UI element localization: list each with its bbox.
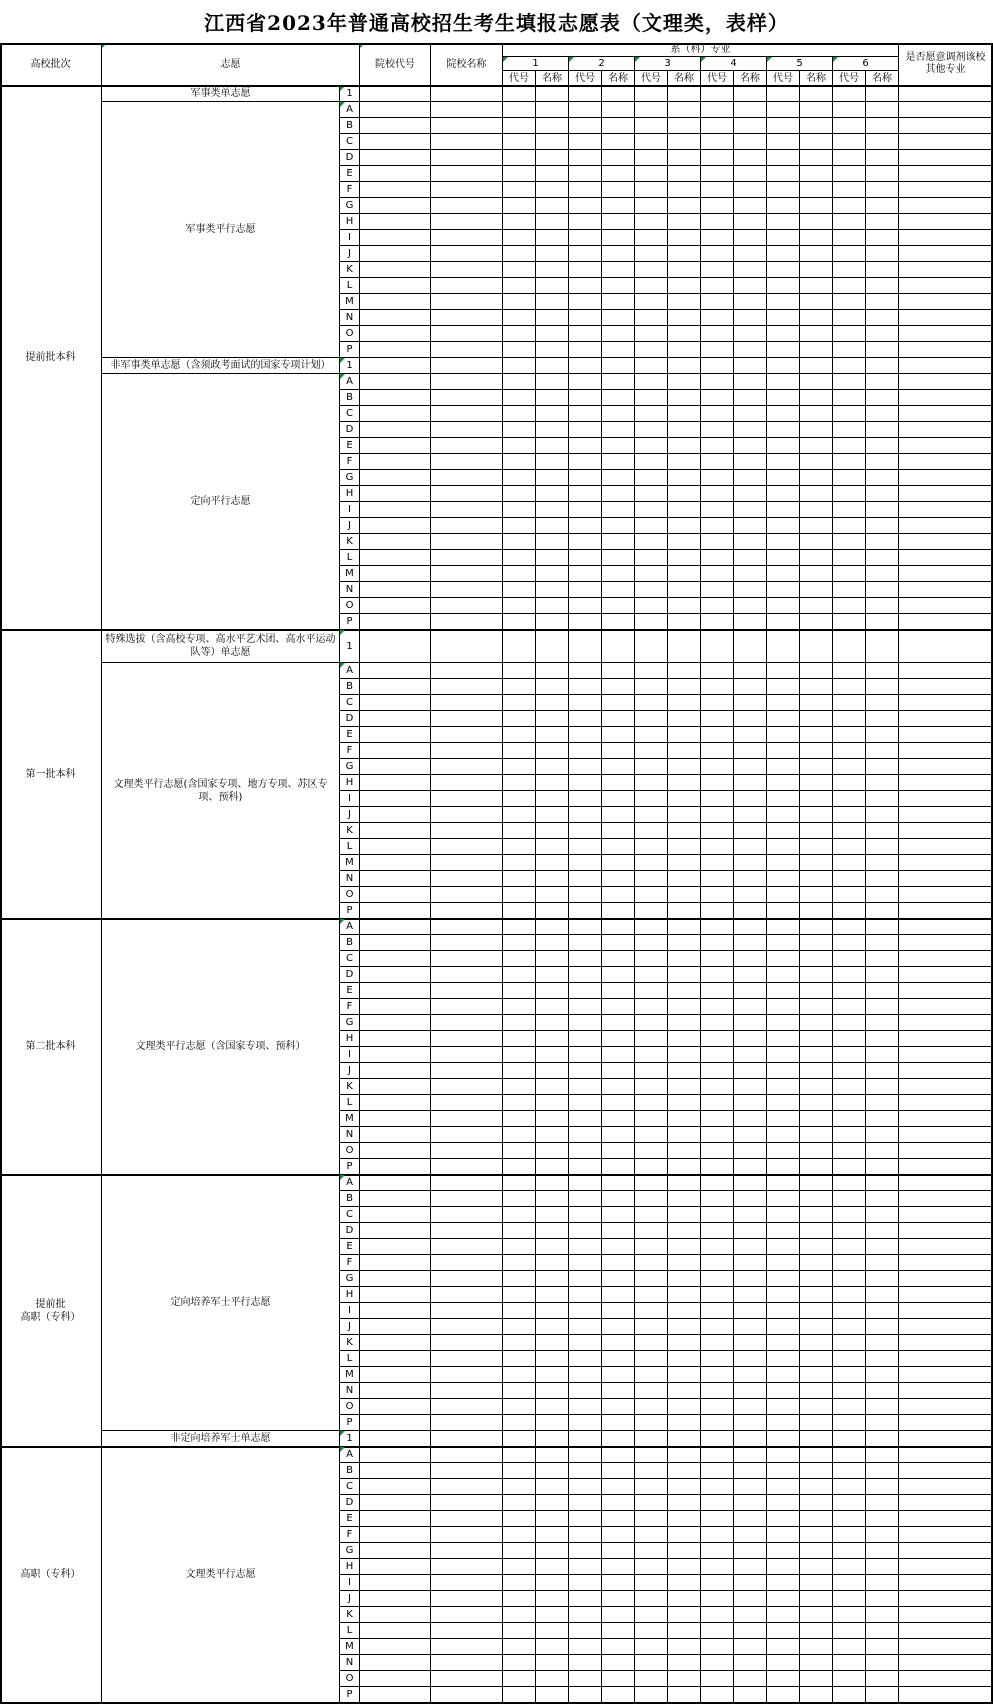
- row-label: A: [340, 663, 360, 679]
- row-label: E: [340, 1511, 360, 1527]
- row-label: A: [340, 1447, 360, 1463]
- row-label: P: [340, 614, 360, 630]
- wish-group-label: 非定向培养军士单志愿: [102, 1431, 340, 1447]
- wish-group-label: 文理类平行志愿: [102, 1447, 340, 1703]
- row-label: N: [340, 582, 360, 598]
- row-label: A: [340, 102, 360, 118]
- row-label: P: [340, 1415, 360, 1431]
- row-label: K: [340, 534, 360, 550]
- row-label: I: [340, 502, 360, 518]
- wish-group-label: 非军事类单志愿（含须政考面试的国家专项计划）: [102, 358, 340, 374]
- row-label: I: [340, 1303, 360, 1319]
- row-label: H: [340, 1031, 360, 1047]
- header-major-code: 代号: [767, 71, 800, 86]
- row-label: P: [340, 1687, 360, 1703]
- wish-group-label: 军事类平行志愿: [102, 102, 340, 358]
- row-label: D: [340, 422, 360, 438]
- batch-label: 高职（专科）: [0, 1447, 102, 1703]
- row-label: B: [340, 679, 360, 695]
- row-label: H: [340, 1559, 360, 1575]
- row-label: J: [340, 1063, 360, 1079]
- row-label: G: [340, 1015, 360, 1031]
- row-label: O: [340, 598, 360, 614]
- row-label: K: [340, 1607, 360, 1623]
- row-label: J: [340, 518, 360, 534]
- header-major-name: 名称: [734, 71, 767, 86]
- header-adjust: 是否愿意调剂该校其他专业: [899, 43, 993, 86]
- row-label: M: [340, 566, 360, 582]
- row-label: L: [340, 1095, 360, 1111]
- header-major-code: 代号: [701, 71, 734, 86]
- batch-label: 第二批本科: [0, 919, 102, 1175]
- row-label: P: [340, 1159, 360, 1175]
- row-label: I: [340, 1575, 360, 1591]
- row-label: H: [340, 486, 360, 502]
- wish-group-label: 定向培养军士平行志愿: [102, 1175, 340, 1431]
- batch-label: 提前批本科: [0, 86, 102, 630]
- header-major-5: 5: [767, 57, 833, 71]
- row-label: C: [340, 406, 360, 422]
- row-label: O: [340, 326, 360, 342]
- row-label: L: [340, 839, 360, 855]
- header-major-name: 名称: [602, 71, 635, 86]
- row-label: L: [340, 1623, 360, 1639]
- row-label: E: [340, 983, 360, 999]
- row-label: 1: [340, 86, 360, 102]
- header-major-name: 名称: [536, 71, 569, 86]
- row-label: L: [340, 1351, 360, 1367]
- header-major-name: 名称: [800, 71, 833, 86]
- row-label: A: [340, 1175, 360, 1191]
- row-label: B: [340, 1463, 360, 1479]
- row-label: J: [340, 246, 360, 262]
- row-label: 1: [340, 358, 360, 374]
- header-major-code: 代号: [635, 71, 668, 86]
- row-label: C: [340, 695, 360, 711]
- page-title: 江西省2023年普通高校招生考生填报志愿表（文理类，表样）: [204, 10, 789, 35]
- row-label: I: [340, 1047, 360, 1063]
- row-label: G: [340, 759, 360, 775]
- row-label: G: [340, 1543, 360, 1559]
- wish-group-label: 文理类平行志愿(含国家专项、地方专项、苏区专项、预科): [102, 663, 340, 919]
- header-major-4: 4: [701, 57, 767, 71]
- row-label: L: [340, 278, 360, 294]
- row-label: D: [340, 711, 360, 727]
- row-label: 1: [340, 1431, 360, 1447]
- row-label: M: [340, 1111, 360, 1127]
- row-label: J: [340, 1591, 360, 1607]
- row-label: C: [340, 134, 360, 150]
- row-label: B: [340, 390, 360, 406]
- row-label: F: [340, 999, 360, 1015]
- row-label: D: [340, 1495, 360, 1511]
- row-label: C: [340, 951, 360, 967]
- header-major-6: 6: [833, 57, 899, 71]
- row-label: G: [340, 470, 360, 486]
- row-label: B: [340, 1191, 360, 1207]
- row-label: N: [340, 871, 360, 887]
- row-label: K: [340, 1335, 360, 1351]
- row-label: B: [340, 118, 360, 134]
- header-school-code: 院校代号: [360, 43, 431, 86]
- row-label: E: [340, 438, 360, 454]
- header-major-3: 3: [635, 57, 701, 71]
- row-label: E: [340, 166, 360, 182]
- row-label: J: [340, 1319, 360, 1335]
- row-label: O: [340, 1671, 360, 1687]
- header-major-code: 代号: [569, 71, 602, 86]
- row-label: A: [340, 919, 360, 935]
- row-label: D: [340, 150, 360, 166]
- row-label: M: [340, 1367, 360, 1383]
- row-label: N: [340, 1655, 360, 1671]
- row-label: M: [340, 1639, 360, 1655]
- header-major-1: 1: [503, 57, 569, 71]
- header-major-code: 代号: [833, 71, 866, 86]
- wish-group-label: 军事类单志愿: [102, 86, 340, 102]
- row-label: D: [340, 967, 360, 983]
- row-label: E: [340, 1239, 360, 1255]
- header-major-2: 2: [569, 57, 635, 71]
- row-label: G: [340, 198, 360, 214]
- header-major-name: 名称: [668, 71, 701, 86]
- row-label: N: [340, 1383, 360, 1399]
- row-label: I: [340, 791, 360, 807]
- batch-label: 第一批本科: [0, 630, 102, 919]
- row-label: O: [340, 1399, 360, 1415]
- row-label: K: [340, 262, 360, 278]
- batch-label: 提前批 高职（专科）: [0, 1175, 102, 1447]
- row-label: 1: [340, 630, 360, 663]
- row-label: B: [340, 935, 360, 951]
- wish-group-label: 定向平行志愿: [102, 374, 340, 630]
- row-label: F: [340, 1527, 360, 1543]
- row-label: C: [340, 1479, 360, 1495]
- row-label: F: [340, 454, 360, 470]
- header-majors: 系（科）专业: [503, 43, 899, 57]
- row-label: A: [340, 374, 360, 390]
- header-wish: 志愿: [102, 43, 360, 86]
- table-frame: [0, 43, 993, 1704]
- row-label: F: [340, 182, 360, 198]
- row-label: K: [340, 1079, 360, 1095]
- header-batch: 高校批次: [0, 43, 102, 86]
- row-label: N: [340, 1127, 360, 1143]
- row-label: K: [340, 823, 360, 839]
- header-major-code: 代号: [503, 71, 536, 86]
- row-label: P: [340, 342, 360, 358]
- row-label: L: [340, 550, 360, 566]
- row-label: F: [340, 1255, 360, 1271]
- row-label: O: [340, 1143, 360, 1159]
- row-label: E: [340, 727, 360, 743]
- row-label: F: [340, 743, 360, 759]
- wish-group-label: 特殊选拔（含高校专项、高水平艺术团、高水平运动队等）单志愿: [102, 630, 340, 663]
- row-label: H: [340, 775, 360, 791]
- header-school-name: 院校名称: [431, 43, 503, 86]
- row-label: H: [340, 214, 360, 230]
- row-label: N: [340, 310, 360, 326]
- row-label: M: [340, 855, 360, 871]
- row-label: C: [340, 1207, 360, 1223]
- row-label: D: [340, 1223, 360, 1239]
- application-form-table: [0, 43, 993, 1701]
- header-major-name: 名称: [866, 71, 899, 86]
- row-label: P: [340, 903, 360, 919]
- row-label: O: [340, 887, 360, 903]
- row-label: H: [340, 1287, 360, 1303]
- row-label: I: [340, 230, 360, 246]
- row-label: G: [340, 1271, 360, 1287]
- wish-group-label: 文理类平行志愿（含国家专项、预科）: [102, 919, 340, 1175]
- row-label: M: [340, 294, 360, 310]
- row-label: J: [340, 807, 360, 823]
